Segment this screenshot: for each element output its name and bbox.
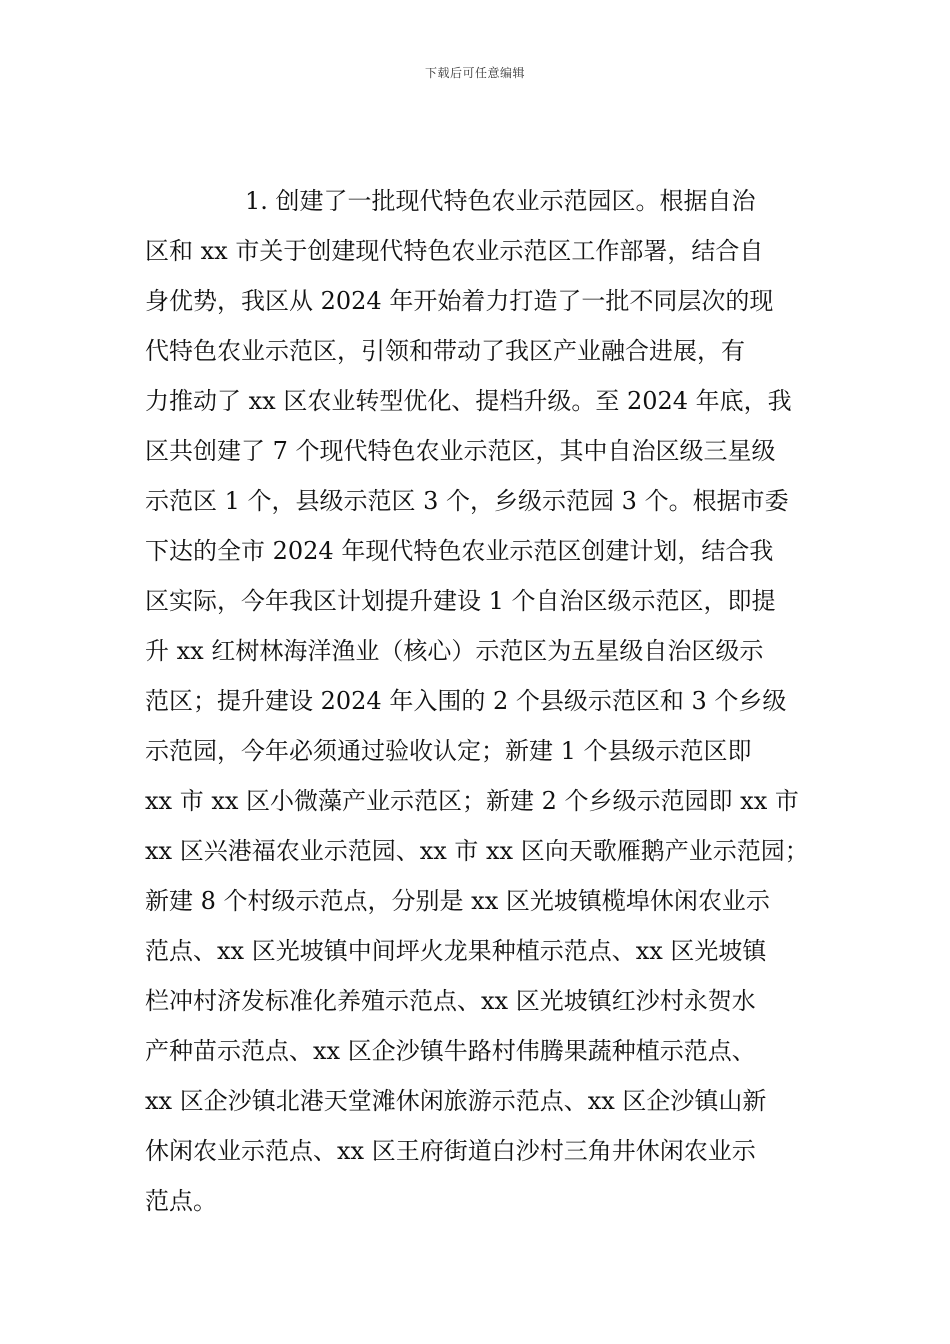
- paragraph-line: 区和 xx 市关于创建现代特色农业示范区工作部署，结合自: [145, 237, 764, 265]
- paragraph-line: 范点、xx 区光坡镇中间坪火龙果种植示范点、xx 区光坡镇: [145, 937, 767, 965]
- paragraph-line: 示范区 1 个，县级示范区 3 个，乡级示范园 3 个。根据市委: [145, 487, 789, 515]
- page-header: 下载后可任意编辑: [424, 66, 525, 80]
- paragraph-line: 栏冲村济发标准化养殖示范点、xx 区光坡镇红沙村永贺水: [145, 987, 756, 1015]
- body-paragraph: [145, 176, 810, 1226]
- paragraph-line: 1. 创建了一批现代特色农业示范园区。根据自治: [245, 187, 756, 215]
- paragraph-line: 下达的全市 2024 年现代特色农业示范区创建计划，结合我: [145, 537, 774, 565]
- paragraph-line: 范区；提升建设 2024 年入围的 2 个县级示范区和 3 个乡级: [145, 687, 787, 715]
- paragraph-line: 身优势，我区从 2024 年开始着力打造了一批不同层次的现: [145, 287, 774, 315]
- paragraph-line: 区实际，今年我区计划提升建设 1 个自治区级示范区，即提: [145, 587, 776, 615]
- paragraph-line: xx 区兴港福农业示范园、xx 市 xx 区向天歌雁鹅产业示范园；: [145, 837, 809, 865]
- paragraph-line: 升 xx 红树林海洋渔业（核心）示范区为五星级自治区级示: [145, 637, 764, 665]
- paragraph-line: xx 区企沙镇北港天堂滩休闲旅游示范点、xx 区企沙镇山新: [145, 1087, 767, 1115]
- paragraph-line: xx 市 xx 区小微藻产业示范区；新建 2 个乡级示范园即 xx 市: [145, 787, 799, 815]
- paragraph-line: 示范园，今年必须通过验收认定；新建 1 个县级示范区即: [145, 737, 752, 765]
- paragraph-line: 力推动了 xx 区农业转型优化、提档升级。至 2024 年底，我: [145, 387, 792, 415]
- paragraph-line: 范点。: [145, 1187, 217, 1215]
- paragraph-line: 新建 8 个村级示范点，分别是 xx 区光坡镇榄埠休闲农业示: [145, 887, 770, 915]
- paragraph-line: 产种苗示范点、xx 区企沙镇牛路村伟腾果蔬种植示范点、: [145, 1037, 756, 1065]
- paragraph-line: 休闲农业示范点、xx 区王府街道白沙村三角井休闲农业示: [145, 1137, 756, 1165]
- paragraph-line: 代特色农业示范区，引领和带动了我区产业融合进展，有: [145, 337, 745, 365]
- paragraph-line: 区共创建了 7 个现代特色农业示范区，其中自治区级三星级: [145, 437, 776, 465]
